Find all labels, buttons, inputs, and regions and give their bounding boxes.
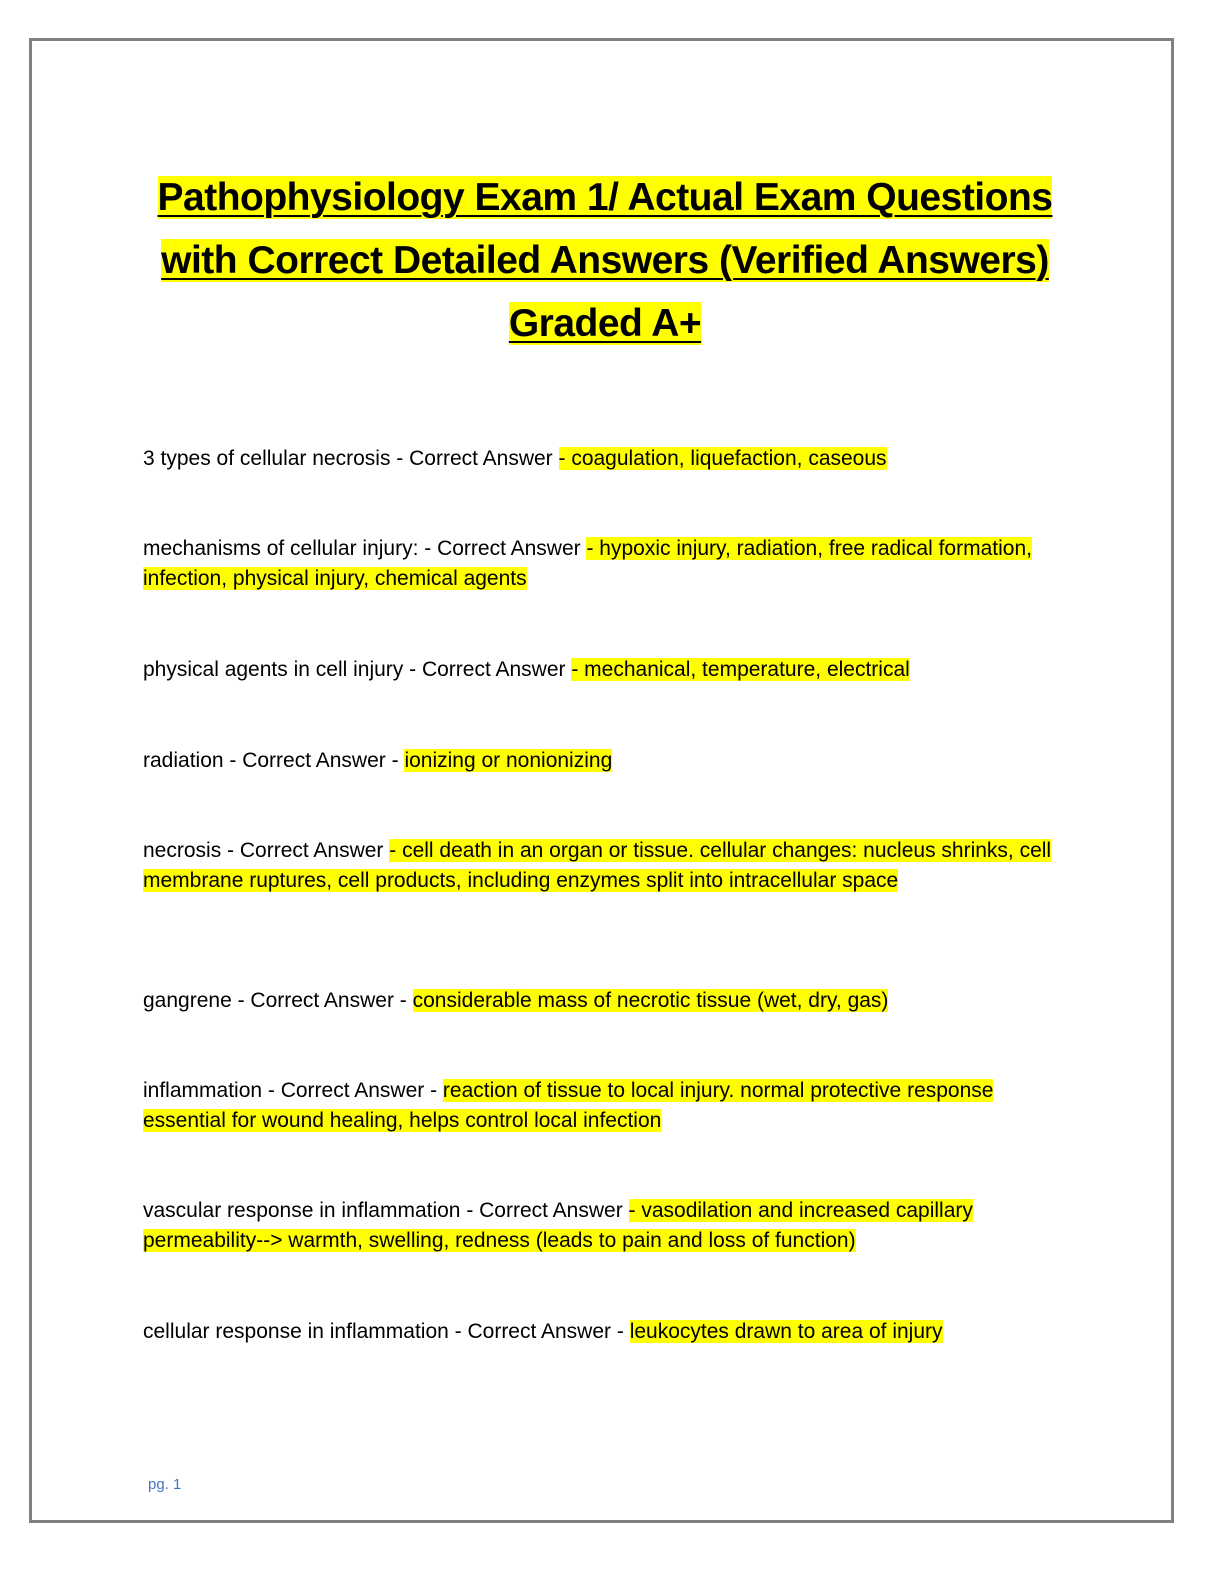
qa-item <box>143 444 1078 474</box>
question-text: gangrene - Correct Answer - <box>143 989 413 1012</box>
answer-text: reaction of tissue to local injury. normal protective response essential for wound healing, helps control local infection <box>143 1079 994 1132</box>
qa-item <box>143 655 1078 685</box>
question-text: cellular response in inflammation - Correct Answer - <box>143 1320 630 1343</box>
document-title <box>130 166 1080 355</box>
qa-item <box>143 534 1078 594</box>
qa-item <box>143 1196 1078 1256</box>
answer-text: - coagulation, liquefaction, caseous <box>558 447 887 470</box>
qa-item <box>143 746 1078 776</box>
answer-text: considerable mass of necrotic tissue (wet, dry, gas) <box>412 989 889 1012</box>
question-text: radiation - Correct Answer - <box>143 749 405 772</box>
question-text: mechanisms of cellular injury: - Correct Answer <box>143 537 587 560</box>
qa-item <box>143 1076 1078 1136</box>
page-number: pg. 1 <box>148 1476 182 1493</box>
question-text: vascular response in inflammation - Correct Answer <box>143 1199 629 1222</box>
answer-text: - mechanical, temperature, electrical <box>571 658 910 681</box>
question-text: 3 types of cellular necrosis - Correct Answer <box>143 447 559 470</box>
question-text: necrosis - Correct Answer <box>143 839 390 862</box>
question-text: physical agents in cell injury - Correct Answer <box>143 658 572 681</box>
question-text: inflammation - Correct Answer - <box>143 1079 443 1102</box>
answer-text: leukocytes drawn to area of injury <box>629 1320 943 1343</box>
qa-item <box>143 986 1078 1016</box>
qa-item <box>143 1317 1078 1347</box>
document-title-text: Pathophysiology Exam 1/ Actual Exam Questions with Correct Detailed Answers (Verified Answers) Graded A+ <box>157 176 1053 345</box>
answer-text: - cell death in an organ or tissue. cellular changes: nucleus shrinks, cell membrane ruptures, cell products, including enzymes split into intracellular space <box>143 839 1052 892</box>
answer-text: - vasodilation and increased capillary permeability--> warmth, swelling, redness (leads to pain and loss of function) <box>143 1199 973 1252</box>
answer-text: ionizing or nonionizing <box>404 749 613 772</box>
answer-text: - hypoxic injury, radiation, free radical formation, infection, physical injury, chemical agents <box>143 537 1032 590</box>
qa-item <box>143 836 1078 896</box>
